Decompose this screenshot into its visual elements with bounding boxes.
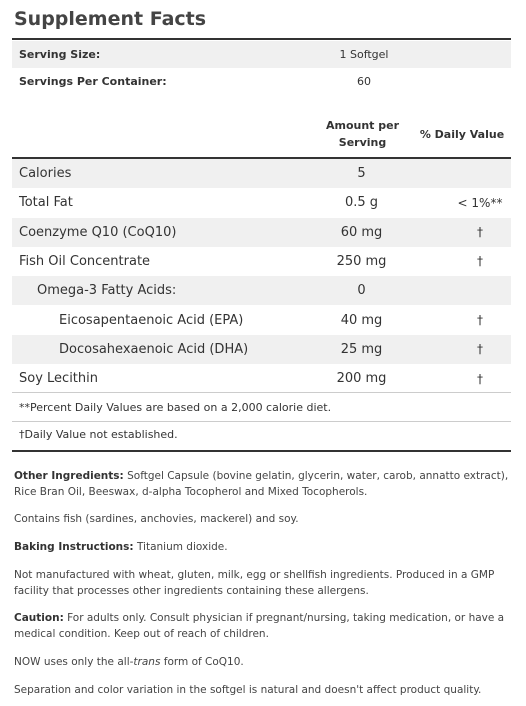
caution-statement <box>14 610 514 642</box>
baking-instructions-text: Titanium dioxide. <box>133 541 228 553</box>
coq10-note-italic: trans <box>133 656 161 668</box>
serving-size-label: Serving Size: <box>19 48 101 61</box>
nutrient-name: Docosahexaenoic Acid (DHA) <box>59 341 249 357</box>
nutrient-row <box>12 364 511 393</box>
nutrient-row <box>12 159 511 188</box>
other-ingredients-label: Other Ingredients: <box>14 470 124 482</box>
serving-size-value: 1 Softgel <box>339 48 389 61</box>
bottom-rule <box>12 450 511 452</box>
nutrient-name: Soy Lecithin <box>19 371 98 387</box>
nutrient-name: Coenzyme Q10 (CoQ10) <box>19 224 177 240</box>
nutrient-amount: 200 mg <box>336 371 387 387</box>
nutrient-row <box>12 276 511 305</box>
page-title: Supplement Facts <box>14 8 207 30</box>
coq10-note-after: form of CoQ10. <box>160 656 244 668</box>
nutrient-row <box>12 335 511 364</box>
other-ingredients-text: Softgel Capsule (bovine gelatin, glycerin, water, carob, annatto extract), Rice Bran Oil, Beeswax, d-alpha Tocopherol and Mixed Tocopherols. <box>14 470 509 498</box>
servings-per-container-row <box>12 68 511 95</box>
nutrient-amount: 5 <box>357 166 366 181</box>
servings-per-container-label: Servings Per Container: <box>19 75 167 88</box>
amount-per-serving-header <box>310 117 415 151</box>
not-established-footnote: †Daily Value not established. <box>19 428 178 441</box>
other-ingredients <box>14 468 514 500</box>
servings-per-container-value: 60 <box>357 75 371 88</box>
nutrient-amount: 25 mg <box>340 341 383 357</box>
caution-label: Caution: <box>14 612 64 624</box>
nutrient-daily-value: † <box>477 371 483 386</box>
amount-header-line1: Amount per <box>325 119 400 132</box>
coq10-note-before: NOW uses only the all- <box>14 656 134 668</box>
nutrient-name: Eicosapentaenoic Acid (EPA) <box>59 312 244 328</box>
baking-instructions <box>14 539 514 555</box>
nutrient-daily-value: † <box>477 225 483 240</box>
daily-value-footnote: **Percent Daily Values are based on a 2,000 calorie diet. <box>19 401 332 414</box>
coq10-note <box>14 654 514 670</box>
nutrient-daily-value: † <box>477 254 483 269</box>
nutrient-name: Fish Oil Concentrate <box>19 253 151 269</box>
nutrient-name: Omega-3 Fatty Acids: <box>37 283 177 299</box>
nutrient-amount: 60 mg <box>340 224 383 240</box>
serving-size-row <box>12 41 511 68</box>
nutrient-row <box>12 218 511 247</box>
nutrient-daily-value: < 1%** <box>457 195 503 210</box>
top-rule <box>12 38 511 40</box>
caution-text: For adults only. Consult physician if pregnant/nursing, taking medication, or have a medical condition. Keep out of reach of children. <box>14 612 505 640</box>
nutrient-daily-value: † <box>477 313 483 327</box>
daily-value-header: % Daily Value <box>419 128 505 141</box>
nutrient-amount: 0.5 g <box>344 195 379 211</box>
nutrient-row <box>12 188 511 217</box>
footnote-rule-2 <box>12 421 511 422</box>
nutrient-amount: 250 mg <box>336 253 387 269</box>
nutrient-name: Calories <box>19 166 72 181</box>
amount-header-line2: Serving <box>338 136 387 149</box>
nutrient-row <box>12 306 511 335</box>
nutrient-daily-value: † <box>477 342 483 357</box>
nutrient-amount: 40 mg <box>340 312 383 328</box>
nutrient-name: Total Fat <box>19 195 73 211</box>
nutrient-row <box>12 247 511 276</box>
baking-instructions-label: Baking Instructions: <box>14 541 134 553</box>
footnote-rule <box>12 392 511 393</box>
contains-statement: Contains fish (sardines, anchovies, mackerel) and soy. <box>14 513 299 525</box>
softgel-note: Separation and color variation in the softgel is natural and doesn't affect product quality. <box>14 684 482 696</box>
allergen-statement: Not manufactured with wheat, gluten, milk, egg or shellfish ingredients. Produced in a GMP facility that processes other ingredients containing these allergens. <box>14 569 495 597</box>
nutrient-amount: 0 <box>357 283 366 299</box>
